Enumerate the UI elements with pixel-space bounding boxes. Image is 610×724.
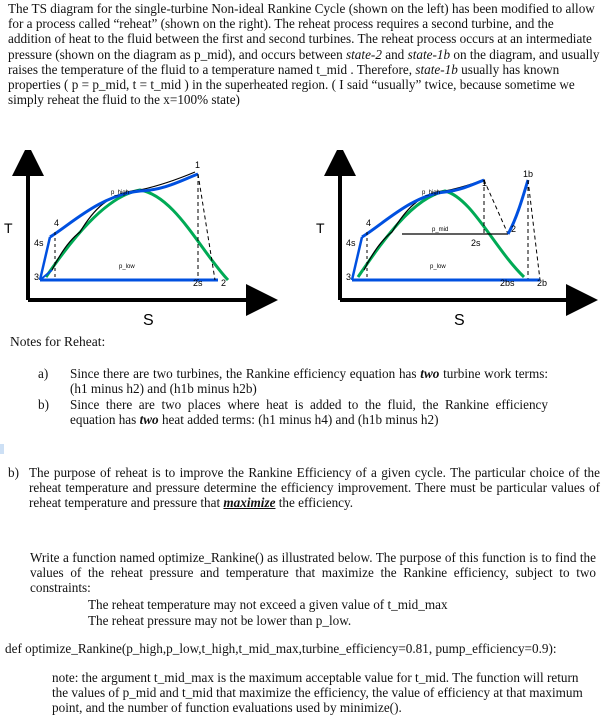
point-2-label: 2 [221,278,227,288]
point-2s-label: 2s [471,238,481,248]
state-1b-term: state-1b [415,61,458,77]
point-1-label: 1 [482,178,488,188]
p-high-label: p_high [422,190,441,196]
note-a-marker: a) [38,366,49,381]
first-turbine-line [484,180,508,234]
part-b-marker: b) [8,465,19,480]
point-2b-label: 2b [537,278,548,288]
note-a-text: Since there are two turbines, the Rankine efficiency equation has two turbine work terms: (h1 minus h2) and (h1b minus h2b) [70,366,548,397]
note-item-a [38,366,558,398]
part-b-text: The purpose of reheat is to improve the Rankine Efficiency of a given cycle. The particular choice of the reheat temperature and pressure determine the efficiency improvement. There must be particular values of reheat temperature and pressure that maximize the efficiency. [29,465,600,511]
point-1-label: 1 [195,160,201,170]
point-2-label: 2 [511,224,517,234]
heat-addition-process [50,174,198,237]
p-high-label: p_high [111,190,130,196]
function-note: note: the argument t_mid_max is the maximum acceptable value for t_mid. The function will return the values of p_mid and t_mid that maximize the efficiency, the value of efficiency at that maximum point, and the number of function evaluations used by minimize(). [52,670,583,716]
note-b-text: Since there are two places where heat is added to the fluid, the Rankine efficiency equation has two heat added terms: (h1 minus h4) and (h1b minus h2) [70,397,548,428]
point-4-label: 4 [366,218,372,228]
point-4-label: 4 [54,218,60,228]
point-1b-label: 1b [523,169,534,179]
t-axis-label: T [4,220,13,236]
state-1b-term: state-1b [407,46,451,62]
p-low-label: p_low [430,264,446,270]
ts-diagram-right-svg [312,150,610,330]
function-signature: def optimize_Rankine(p_high,p_low,t_high,t_mid_max,turbine_efficiency=0.81, pump_efficiency=0.9): [5,641,557,656]
constraint-pressure: The reheat pressure may not be lower than p_low. [88,613,352,628]
note-item-b [38,397,558,445]
saturation-dome [46,190,228,280]
p-low-label: p_low [119,264,135,270]
t-axis-label: T [316,220,325,236]
point-3-label: 3 [346,272,352,282]
side-highlight-bar [0,444,4,454]
point-2s-label: 2s [193,278,203,288]
ts-diagram-left-svg [0,150,290,330]
point-3-label: 3 [34,272,40,282]
second-turbine-actual [528,180,540,280]
note-b-marker: b) [38,397,49,412]
point-4s-label: 4s [34,238,44,248]
ts-diagram-right [312,150,610,330]
constraint-temperature: The reheat temperature may not exceed a given value of t_mid_max [88,597,448,612]
point-4s-label: 4s [346,238,356,248]
intro-paragraph: The TS diagram for the single-turbine Non-ideal Rankine Cycle (shown on the left) has been modified to allow for a process called “reheat” (shown on the right). The reheat process requires a second turbine, and the addition of heat to the fluid between the first and second turbines. The reheat process occurs at an intermediate pressure (shown on the diagram as p_mid), and occurs between state-2 and state-1b on the diagram, and usually raises the temperature of the fluid to a temperature named t_mid . Therefore, state-1b usually has known properties ( p = p_mid, t = t_mid ) in the superheated region. ( I said “usually” twice, because sometime we simply reheat the fluid to the x=100% state) [8,1,600,108]
p-mid-label: p_mid [432,227,449,233]
heat-addition-process [362,180,484,237]
s-axis-label: S [143,312,154,329]
s-axis-label: S [454,312,465,329]
maximize-emphasis: maximize [223,495,276,511]
state-2-term: state-2 [346,46,382,62]
notes-heading: Notes for Reheat: [10,334,106,349]
point-2bs-label: 2bs [500,278,515,288]
task-paragraph: Write a function named optimize_Rankine() as illustrated below. The purpose of this function is to find the values of the reheat pressure and temperature that maximize the Rankine efficiency, subject to two constraints: [30,550,596,596]
actual-turbine-line [198,174,215,280]
ts-diagram-left [0,150,290,330]
